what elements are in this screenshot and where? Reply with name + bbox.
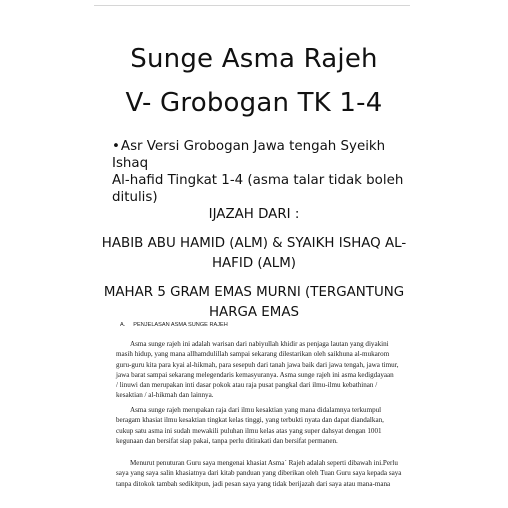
paragraph-3: [116, 458, 420, 489]
paragraph-1-line-4: jawa barat sampai sekarang melegendaris kemasyuranya. Asma sunge rajeh ini asma kedigdayaan: [116, 370, 394, 379]
section-a-number: A.: [120, 322, 126, 328]
bullet-text-1: Asr Versi Grobogan Jawa tengah Syeikh Ishaq: [112, 139, 386, 171]
paragraph-2-line-1: Asma sunge rajeh merupakan raja dari ilmu kesaktian yang mana didalamnya terkumpul: [130, 406, 382, 414]
document-title: Sunge Asma Rajeh: [130, 44, 378, 74]
paragraph-2-line-2: beragam khasiat ilmu kesaktian tingkat kelas tinggi, yang terbukti nyata dan dapat diandalkan,: [116, 416, 384, 425]
mahar-line-1: MAHAR 5 GRAM EMAS MURNI (TERGANTUNG: [103, 285, 405, 300]
paragraph-1-line-2: masih hidup, yang mana allhamdulillah sampai sekarang dilestarikan oleh saikhuna al-mukarom: [116, 350, 390, 359]
paragraph-2-line-3: cukup satu asma ini sudah mewakili puluhan ilmu kelas atas yang super dahsyat dengan 1001: [116, 426, 382, 435]
paragraph-1-line-5: / linuwi dan merupakan inti dasar pokok atau raja pusat pangkal dari ilmu-ilmu kebathinan /: [116, 381, 378, 390]
paragraph-3-line-1: Menurut penuturan Guru saya mengenai khasiat Asma` Rajeh adalah seperti dibawah ini.Perlu: [130, 459, 398, 467]
section-a-title: PENJELASAN ASMA SUNGE RAJEH: [133, 322, 228, 328]
ijazah-heading: IJAZAH DARI :: [208, 207, 300, 222]
ijazah-line-2: HAFID (ALM): [211, 256, 297, 271]
paragraph-2: [116, 405, 420, 446]
section-a-heading: [120, 322, 236, 328]
bullet-line-1: [112, 138, 412, 172]
page-top-edge: [94, 5, 410, 6]
mahar-line-2: HARGA EMAS: [208, 305, 299, 320]
bullet-mark: •: [112, 139, 120, 154]
paragraph-1: [116, 339, 420, 401]
paragraph-3-line-3: tanpa ditokok tambah sedikitpun, jadi pesan saya yang tidak berijazah dari saya atau mana-mana: [116, 479, 391, 488]
paragraph-2-line-4: kegunaan dan bersifat siap pakai, tanpa perlu ditirakati dan bersifat permanen.: [116, 436, 338, 445]
paragraph-3-line-2: saya yang saya salin khasiatnya dari kitab panduan yang diberikan oleh Tuan Guru saya kepada saya: [116, 469, 402, 478]
document-subtitle: V- Grobogan TK 1-4: [125, 88, 383, 118]
bullet-line-3: ditulis): [112, 190, 158, 205]
ijazah-line-1: HABIB ABU HAMID (ALM) & SYAIKH ISHAQ AL-: [101, 236, 407, 251]
bullet-item-version: [112, 138, 412, 206]
paragraph-1-line-6: kesaktian / al-hikmah dan lainnya.: [116, 391, 214, 400]
paragraph-1-line-3: guru-guru kita para kyai al-hikmah, para sesepuh dari tanah jawa baik dari jawa tengah, jawa timur,: [116, 360, 399, 369]
bullet-line-2: Al-hafid Tingkat 1-4 (asma talar tidak boleh: [112, 173, 404, 188]
paragraph-1-line-1: Asma sunge rajeh ini adalah warisan dari nabiyullah khidir as penjaga lautan yang diyakini: [130, 340, 389, 348]
